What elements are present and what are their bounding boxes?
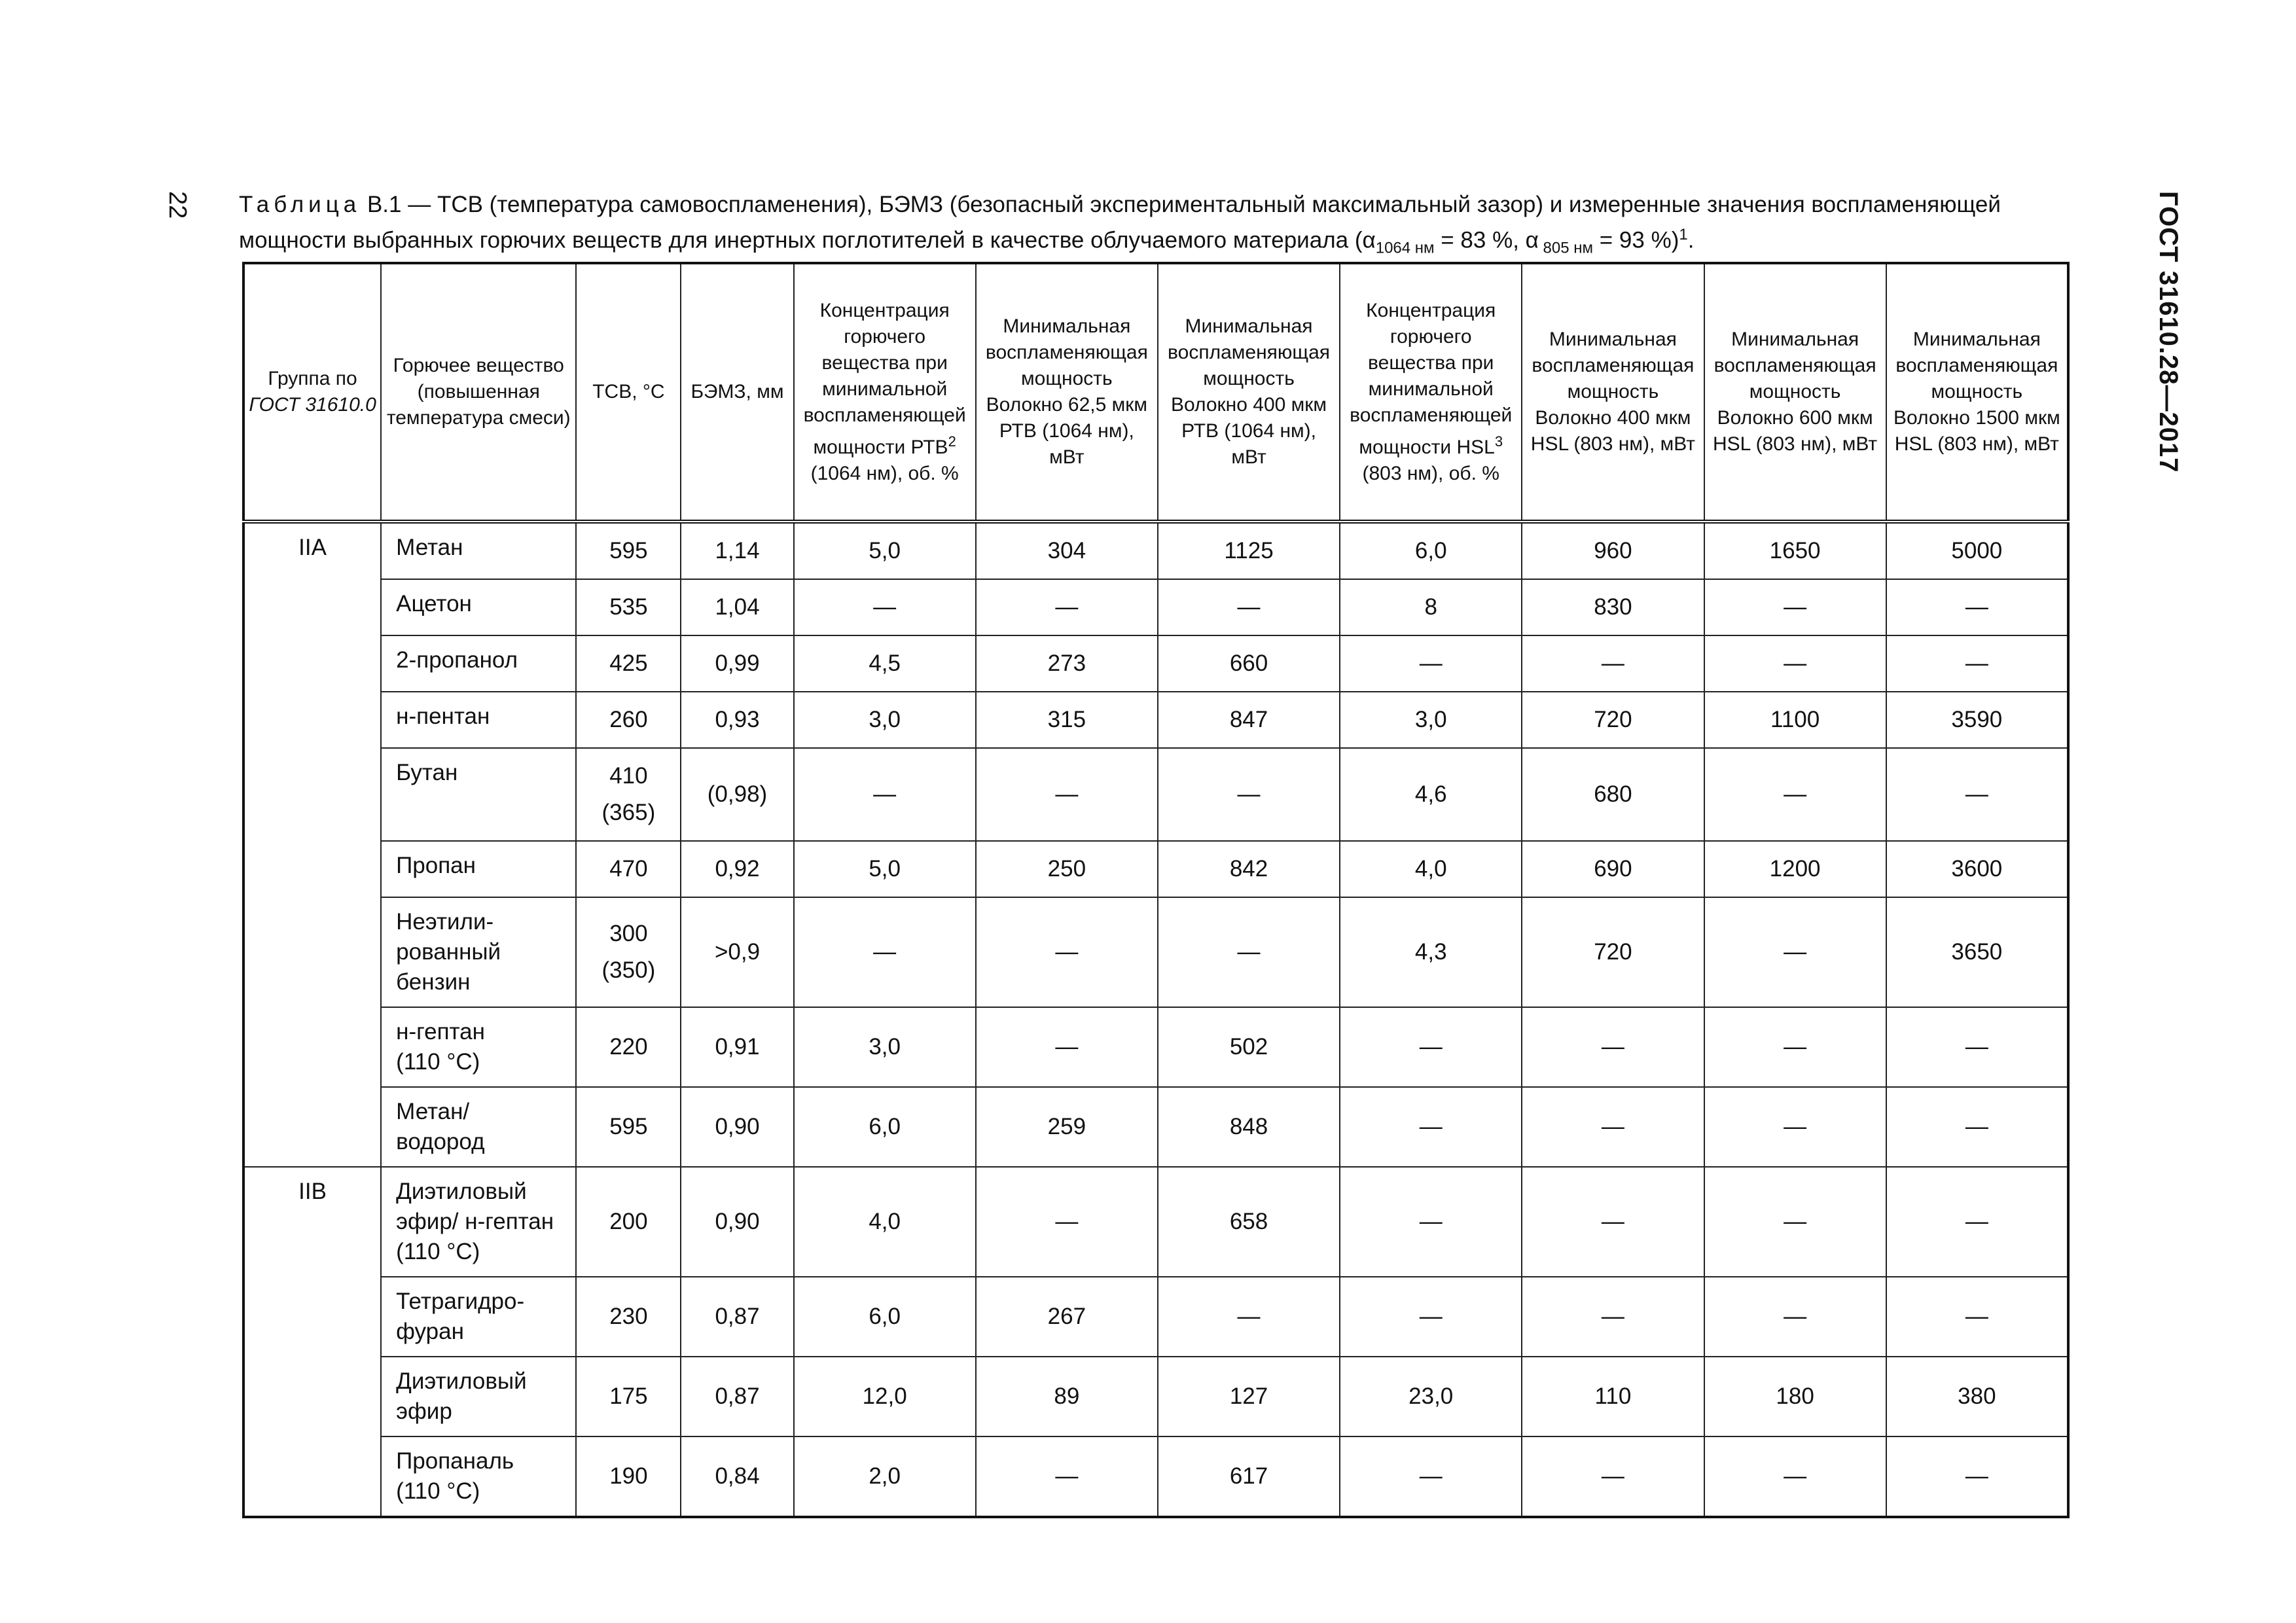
cell-tsv: 535 — [576, 579, 681, 635]
cell-conc-rtv: 5,0 — [794, 841, 976, 897]
cell-power-400-rtv: — — [1158, 1277, 1340, 1357]
cell-substance: Пропан — [381, 841, 576, 897]
cell-bemz: 1,04 — [681, 579, 793, 635]
table-row — [243, 1167, 2068, 1277]
cell-power-62: 259 — [976, 1087, 1158, 1167]
cell-power-600-hsl: — — [1704, 1167, 1886, 1277]
header-row — [243, 263, 2068, 522]
caption-label: Таблица — [239, 192, 361, 217]
cell-power-600-hsl: — — [1704, 1087, 1886, 1167]
caption-subscript: 1064 нм — [1375, 239, 1435, 257]
table-row — [243, 1007, 2068, 1087]
cell-conc-rtv: — — [794, 897, 976, 1007]
table-body — [243, 522, 2068, 1517]
alpha-symbol: α — [1525, 227, 1539, 253]
alpha-symbol: α — [1362, 227, 1376, 253]
table-row — [243, 1087, 2068, 1167]
cell-power-600-hsl: — — [1704, 579, 1886, 635]
cell-power-62: — — [976, 1007, 1158, 1087]
table-row — [243, 635, 2068, 692]
cell-conc-hsl: — — [1340, 635, 1522, 692]
cell-power-400-hsl: 110 — [1522, 1357, 1704, 1436]
header-tsv: ТСВ, °С — [576, 263, 681, 522]
cell-conc-rtv: 2,0 — [794, 1436, 976, 1517]
cell-group: IIA — [243, 522, 381, 1167]
cell-bemz: 0,93 — [681, 692, 793, 748]
cell-substance: Неэтили- рованный бензин — [381, 897, 576, 1007]
cell-tsv: 200 — [576, 1167, 681, 1277]
cell-power-600-hsl: — — [1704, 897, 1886, 1007]
cell-power-1500-hsl: — — [1886, 635, 2068, 692]
header-conc-hsl-tail: (803 нм), об. % — [1362, 462, 1499, 484]
header-group-label: Группа по — [268, 368, 357, 389]
cell-conc-hsl: — — [1340, 1436, 1522, 1517]
cell-power-62: — — [976, 897, 1158, 1007]
cell-conc-hsl: — — [1340, 1007, 1522, 1087]
cell-power-400-hsl: 960 — [1522, 522, 1704, 579]
cell-power-600-hsl: — — [1704, 1277, 1886, 1357]
cell-conc-rtv: 3,0 — [794, 692, 976, 748]
cell-conc-hsl: — — [1340, 1087, 1522, 1167]
cell-conc-rtv: 5,0 — [794, 522, 976, 579]
cell-power-400-hsl: 680 — [1522, 748, 1704, 841]
caption-text-mid: = 83 %, — [1434, 227, 1526, 253]
cell-substance: 2-пропанол — [381, 635, 576, 692]
cell-tsv: 220 — [576, 1007, 681, 1087]
table-row — [243, 1277, 2068, 1357]
cell-substance: Ацетон — [381, 579, 576, 635]
cell-power-400-rtv: 847 — [1158, 692, 1340, 748]
cell-bemz: 0,90 — [681, 1087, 793, 1167]
cell-bemz: 0,92 — [681, 841, 793, 897]
cell-power-400-hsl: 720 — [1522, 692, 1704, 748]
table-caption — [239, 190, 2078, 264]
cell-conc-rtv: 6,0 — [794, 1277, 976, 1357]
cell-tsv: 425 — [576, 635, 681, 692]
cell-conc-rtv: — — [794, 579, 976, 635]
caption-text-end: = 93 %) — [1593, 227, 1679, 253]
cell-power-1500-hsl: — — [1886, 748, 2068, 841]
cell-tsv: 230 — [576, 1277, 681, 1357]
cell-tsv: 410 (365) — [576, 748, 681, 841]
cell-power-600-hsl: — — [1704, 1436, 1886, 1517]
page-number: 22 — [164, 191, 191, 219]
cell-power-400-hsl: — — [1522, 1277, 1704, 1357]
cell-power-600-hsl: — — [1704, 635, 1886, 692]
cell-tsv: 300 (350) — [576, 897, 681, 1007]
cell-substance: н-гептан (110 °С) — [381, 1007, 576, 1087]
cell-bemz: 0,91 — [681, 1007, 793, 1087]
cell-conc-rtv: 3,0 — [794, 1007, 976, 1087]
cell-power-600-hsl: — — [1704, 748, 1886, 841]
cell-group: IIB — [243, 1167, 381, 1517]
cell-conc-rtv: 4,5 — [794, 635, 976, 692]
header-conc-hsl — [1340, 263, 1522, 522]
cell-conc-hsl: 6,0 — [1340, 522, 1522, 579]
cell-power-400-rtv: 658 — [1158, 1167, 1340, 1277]
cell-substance: н-пентан — [381, 692, 576, 748]
cell-power-400-rtv: 617 — [1158, 1436, 1340, 1517]
header-power-62: Минимальная воспламеняющая мощность Волокно 62,5 мкм РТВ (1064 нм), мВт — [976, 263, 1158, 522]
table-row — [243, 692, 2068, 748]
table-row — [243, 1436, 2068, 1517]
header-conc-hsl-text: Концентрация горючего вещества при минимальной воспламеняющей мощности HSL — [1350, 299, 1513, 458]
cell-power-1500-hsl: — — [1886, 1167, 2068, 1277]
header-bemz: БЭМЗ, мм — [681, 263, 793, 522]
cell-power-400-hsl: 720 — [1522, 897, 1704, 1007]
cell-power-62: — — [976, 1436, 1158, 1517]
cell-substance: Метан/ водород — [381, 1087, 576, 1167]
header-power-400-hsl: Минимальная воспламеняющая мощность Волокно 400 мкм HSL (803 нм), мВт — [1522, 263, 1704, 522]
cell-tsv: 175 — [576, 1357, 681, 1436]
cell-conc-hsl: 4,6 — [1340, 748, 1522, 841]
cell-power-400-rtv: 1125 — [1158, 522, 1340, 579]
caption-tail: . — [1687, 227, 1695, 253]
cell-power-1500-hsl: — — [1886, 1087, 2068, 1167]
cell-power-1500-hsl: 5000 — [1886, 522, 2068, 579]
cell-power-1500-hsl: — — [1886, 1436, 2068, 1517]
header-group — [243, 263, 381, 522]
cell-substance: Диэтиловый эфир/ н-гептан (110 °С) — [381, 1167, 576, 1277]
table-row — [243, 579, 2068, 635]
cell-power-62: — — [976, 579, 1158, 635]
cell-conc-hsl: — — [1340, 1277, 1522, 1357]
header-conc-rtv — [794, 263, 976, 522]
cell-power-400-hsl: — — [1522, 1087, 1704, 1167]
cell-power-62: 304 — [976, 522, 1158, 579]
cell-substance: Метан — [381, 522, 576, 579]
cell-bemz: 0,87 — [681, 1357, 793, 1436]
cell-bemz: >0,9 — [681, 897, 793, 1007]
cell-power-1500-hsl: 3650 — [1886, 897, 2068, 1007]
cell-conc-hsl: 4,3 — [1340, 897, 1522, 1007]
cell-substance: Диэтиловый эфир — [381, 1357, 576, 1436]
footnote-mark: 2 — [948, 433, 956, 450]
header-power-600-hsl: Минимальная воспламеняющая мощность Волокно 600 мкм HSL (803 нм), мВт — [1704, 263, 1886, 522]
cell-power-1500-hsl: 3590 — [1886, 692, 2068, 748]
cell-power-62: 250 — [976, 841, 1158, 897]
caption-text: В.1 — ТСВ (температура самовоспламенения), БЭМЗ (безопасный экспериментальный максимальный зазор) и измеренные значения воспламеняющей мощности выбранных горючих веществ для инертных поглотителей в качестве облучаемого материала ( — [239, 192, 2001, 253]
header-substance: Горючее вещество (повышенная температура смеси) — [381, 263, 576, 522]
table-row — [243, 841, 2068, 897]
cell-power-400-hsl: — — [1522, 1007, 1704, 1087]
cell-power-400-hsl: — — [1522, 1436, 1704, 1517]
header-power-400-rtv: Минимальная воспламеняющая мощность Волокно 400 мкм РТВ (1064 нм), мВт — [1158, 263, 1340, 522]
caption-subscript: 805 нм — [1538, 239, 1594, 257]
cell-power-1500-hsl: — — [1886, 1007, 2068, 1087]
cell-conc-rtv: 6,0 — [794, 1087, 976, 1167]
cell-bemz: 0,90 — [681, 1167, 793, 1277]
cell-conc-hsl: 3,0 — [1340, 692, 1522, 748]
cell-power-62: — — [976, 748, 1158, 841]
header-conc-rtv-text: Концентрация горючего вещества при минимальной воспламеняющей мощности РТВ — [803, 299, 966, 458]
cell-conc-rtv: 12,0 — [794, 1357, 976, 1436]
cell-tsv: 595 — [576, 1087, 681, 1167]
table-row — [243, 522, 2068, 579]
header-power-1500-hsl: Минимальная воспламеняющая мощность Волокно 1500 мкм HSL (803 нм), мВт — [1886, 263, 2068, 522]
cell-substance: Пропаналь (110 °С) — [381, 1436, 576, 1517]
table-row — [243, 748, 2068, 841]
cell-power-62: 273 — [976, 635, 1158, 692]
table-row — [243, 897, 2068, 1007]
cell-substance: Бутан — [381, 748, 576, 841]
cell-power-62: 267 — [976, 1277, 1158, 1357]
cell-power-400-rtv: 842 — [1158, 841, 1340, 897]
cell-power-400-rtv: 127 — [1158, 1357, 1340, 1436]
cell-power-400-rtv: — — [1158, 748, 1340, 841]
cell-tsv: 470 — [576, 841, 681, 897]
cell-power-600-hsl: 1100 — [1704, 692, 1886, 748]
cell-bemz: 0,84 — [681, 1436, 793, 1517]
cell-power-600-hsl: 180 — [1704, 1357, 1886, 1436]
cell-tsv: 260 — [576, 692, 681, 748]
cell-power-1500-hsl: 380 — [1886, 1357, 2068, 1436]
cell-bemz: 0,87 — [681, 1277, 793, 1357]
cell-power-400-hsl: — — [1522, 635, 1704, 692]
cell-power-400-hsl: 690 — [1522, 841, 1704, 897]
document-code: ГОСТ 31610.28—2017 — [2154, 191, 2183, 473]
header-conc-rtv-tail: (1064 нм), об. % — [810, 462, 959, 484]
cell-power-400-rtv: 502 — [1158, 1007, 1340, 1087]
cell-bemz: (0,98) — [681, 748, 793, 841]
cell-bemz: 0,99 — [681, 635, 793, 692]
cell-conc-hsl: 23,0 — [1340, 1357, 1522, 1436]
cell-conc-hsl: — — [1340, 1167, 1522, 1277]
cell-power-400-rtv: 660 — [1158, 635, 1340, 692]
cell-power-62: 315 — [976, 692, 1158, 748]
cell-power-600-hsl: — — [1704, 1007, 1886, 1087]
cell-power-600-hsl: 1200 — [1704, 841, 1886, 897]
cell-power-400-hsl: — — [1522, 1167, 1704, 1277]
data-table — [242, 262, 2070, 1518]
cell-conc-hsl: 8 — [1340, 579, 1522, 635]
cell-bemz: 1,14 — [681, 522, 793, 579]
cell-power-600-hsl: 1650 — [1704, 522, 1886, 579]
cell-power-400-rtv: — — [1158, 579, 1340, 635]
cell-power-1500-hsl: — — [1886, 579, 2068, 635]
cell-power-62: — — [976, 1167, 1158, 1277]
cell-power-1500-hsl: 3600 — [1886, 841, 2068, 897]
header-group-ref: ГОСТ 31610.0 — [249, 394, 376, 416]
cell-power-62: 89 — [976, 1357, 1158, 1436]
cell-power-1500-hsl: — — [1886, 1277, 2068, 1357]
cell-power-400-rtv: — — [1158, 897, 1340, 1007]
cell-conc-rtv: 4,0 — [794, 1167, 976, 1277]
cell-power-400-hsl: 830 — [1522, 579, 1704, 635]
cell-tsv: 595 — [576, 522, 681, 579]
cell-conc-rtv: — — [794, 748, 976, 841]
cell-power-400-rtv: 848 — [1158, 1087, 1340, 1167]
footnote-mark: 3 — [1494, 433, 1503, 450]
caption-footnote-mark: 1 — [1679, 226, 1688, 243]
cell-tsv: 190 — [576, 1436, 681, 1517]
cell-conc-hsl: 4,0 — [1340, 841, 1522, 897]
table-row — [243, 1357, 2068, 1436]
cell-substance: Тетрагидро- фуран — [381, 1277, 576, 1357]
